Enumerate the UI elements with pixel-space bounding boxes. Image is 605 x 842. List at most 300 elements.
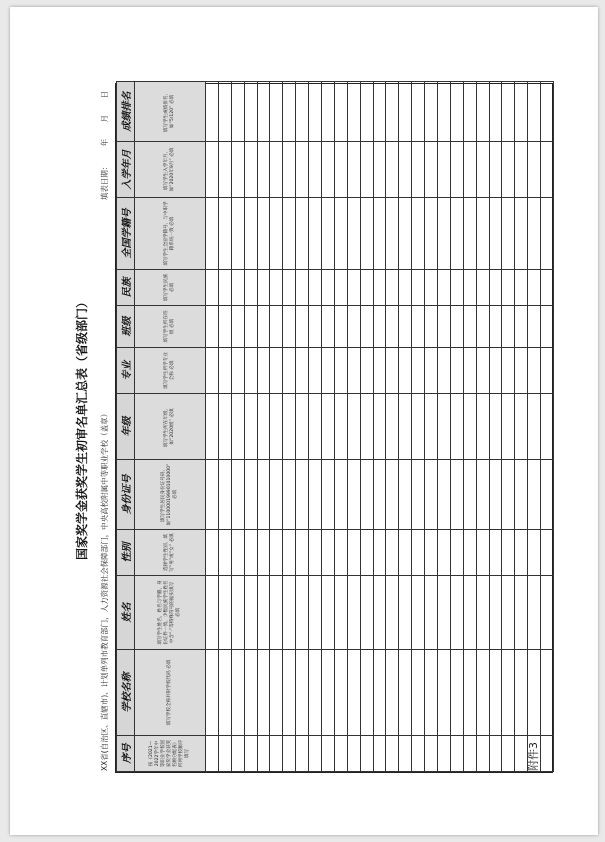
table-cell [206, 576, 219, 650]
table-cell [541, 306, 554, 348]
table-cell [541, 270, 554, 306]
table-cell [450, 530, 463, 576]
col-header-school: 学校名称 [117, 650, 135, 736]
table-row [309, 82, 322, 772]
table-cell [334, 576, 347, 650]
table-cell [231, 394, 244, 460]
table-cell [231, 576, 244, 650]
table-cell [476, 348, 489, 394]
table-cell [476, 736, 489, 772]
table-cell [541, 348, 554, 394]
table-cell [283, 198, 296, 270]
table-cell [386, 142, 399, 198]
table-row [541, 82, 554, 772]
table-row [296, 82, 309, 772]
table-cell [438, 270, 451, 306]
table-cell [502, 650, 515, 736]
table-cell [270, 650, 283, 736]
col-header-class: 班级 [117, 306, 135, 348]
table-cell [244, 394, 257, 460]
col-header-index: 序号 [117, 736, 135, 772]
table-cell [218, 198, 231, 270]
table-cell [206, 198, 219, 270]
table-cell [463, 82, 476, 142]
table-cell [373, 348, 386, 394]
table-cell [270, 394, 283, 460]
table-cell [386, 530, 399, 576]
table-cell [489, 530, 502, 576]
table-cell [502, 576, 515, 650]
table-cell [425, 198, 438, 270]
table-cell [399, 460, 412, 530]
table-cell [412, 530, 425, 576]
table-cell [528, 270, 541, 306]
table-cell [283, 530, 296, 576]
table-cell [334, 530, 347, 576]
table-cell [502, 736, 515, 772]
table-cell [528, 394, 541, 460]
table-cell [244, 460, 257, 530]
table-cell [476, 306, 489, 348]
table-cell [463, 198, 476, 270]
table-cell [218, 142, 231, 198]
table-cell [412, 460, 425, 530]
table-cell [515, 650, 528, 736]
table-cell [450, 82, 463, 142]
table-cell [218, 348, 231, 394]
note-grade: 填写学生所在年级，如“2020级” 必填 [135, 394, 206, 460]
table-cell [463, 460, 476, 530]
table-cell [322, 530, 335, 576]
table-cell [450, 460, 463, 530]
table-cell [257, 736, 270, 772]
table-cell [283, 82, 296, 142]
table-cell [270, 530, 283, 576]
table-cell [270, 306, 283, 348]
table-cell [283, 650, 296, 736]
table-cell [450, 394, 463, 460]
table-cell [347, 530, 360, 576]
table-cell [360, 736, 373, 772]
table-cell [347, 142, 360, 198]
table-cell [257, 198, 270, 270]
table-cell [476, 142, 489, 198]
table-cell [476, 270, 489, 306]
table-cell [399, 394, 412, 460]
table-cell [296, 576, 309, 650]
table-cell [373, 650, 386, 736]
table-cell [296, 530, 309, 576]
table-row [412, 82, 425, 772]
table-cell [347, 650, 360, 736]
table-cell [231, 348, 244, 394]
note-id-number: 填写学生居民身份证号码，如“110000199901010000” 必填 [135, 460, 206, 530]
table-row [476, 82, 489, 772]
table-cell [322, 198, 335, 270]
table-cell [438, 348, 451, 394]
table-cell [528, 650, 541, 736]
table-cell [386, 576, 399, 650]
table-cell [412, 270, 425, 306]
table-cell [425, 576, 438, 650]
table-cell [347, 198, 360, 270]
table-cell [270, 736, 283, 772]
table-cell [347, 576, 360, 650]
table-cell [347, 348, 360, 394]
table-cell [541, 460, 554, 530]
table-cell [386, 394, 399, 460]
table-cell [476, 530, 489, 576]
summary-table [115, 83, 553, 773]
table-cell [476, 394, 489, 460]
table-cell [450, 736, 463, 772]
table-cell [244, 576, 257, 650]
table-cell [322, 650, 335, 736]
table-cell [257, 530, 270, 576]
table-cell [244, 82, 257, 142]
note-major: 填写学生所学专业全称 必填 [135, 348, 206, 394]
table-cell [515, 198, 528, 270]
table-cell [244, 736, 257, 772]
table-cell [373, 270, 386, 306]
table-cell [347, 460, 360, 530]
table-cell [244, 270, 257, 306]
table-cell [322, 576, 335, 650]
table-cell [412, 306, 425, 348]
table-cell [386, 460, 399, 530]
table-cell [502, 394, 515, 460]
table-cell [438, 306, 451, 348]
table-cell [463, 576, 476, 650]
table-cell [218, 306, 231, 348]
table-cell [218, 270, 231, 306]
table-cell [502, 306, 515, 348]
annex-label: 附件3 [527, 742, 540, 771]
form-subtitle: XX省(自治区、直辖市)、计划单列市教育部门，人力资源社会保障部门，中央高校附属中等职业学校（盖章） [100, 409, 109, 771]
table-cell [399, 576, 412, 650]
table-cell [476, 650, 489, 736]
table-cell [373, 460, 386, 530]
table-cell [373, 736, 386, 772]
table-row [283, 82, 296, 772]
table-row [257, 82, 270, 772]
table-cell [425, 530, 438, 576]
table-cell [360, 530, 373, 576]
table-cell [450, 142, 463, 198]
table-cell [322, 394, 335, 460]
table-cell [218, 650, 231, 736]
table-cell [257, 82, 270, 142]
table-row [463, 82, 476, 772]
table-row [244, 82, 257, 772]
table-cell [257, 576, 270, 650]
form-title: 国家奖学金获奖学生初审名单汇总表（省级部门） [75, 296, 89, 561]
table-cell [296, 736, 309, 772]
table-cell [425, 650, 438, 736]
col-header-ethnicity: 民族 [117, 270, 135, 306]
col-header-enroll-date: 入学年月 [117, 142, 135, 198]
table-row [425, 82, 438, 772]
table-cell [502, 142, 515, 198]
table-cell [438, 530, 451, 576]
table-cell [412, 198, 425, 270]
table-cell [334, 460, 347, 530]
table-cell [296, 306, 309, 348]
table-cell [296, 460, 309, 530]
table-cell [463, 650, 476, 736]
table-cell [206, 460, 219, 530]
table-cell [334, 650, 347, 736]
table-cell [425, 142, 438, 198]
table-cell [334, 306, 347, 348]
table-cell [322, 736, 335, 772]
table-cell [425, 394, 438, 460]
table-cell [309, 270, 322, 306]
table-cell [270, 142, 283, 198]
table-cell [322, 306, 335, 348]
table-cell [244, 306, 257, 348]
table-cell [412, 650, 425, 736]
table-cell [283, 394, 296, 460]
table-cell [476, 82, 489, 142]
table-cell [528, 576, 541, 650]
table-cell [296, 394, 309, 460]
col-header-gender: 性别 [117, 530, 135, 576]
table-cell [218, 576, 231, 650]
table-cell [309, 650, 322, 736]
table-cell [322, 142, 335, 198]
table-cell [206, 650, 219, 736]
table-cell [489, 198, 502, 270]
note-student-number: 填写学生全国学籍号，与中职学籍系统一致 必填 [135, 198, 206, 270]
table-cell [502, 530, 515, 576]
table-cell [399, 530, 412, 576]
table-cell [283, 306, 296, 348]
table-row [360, 82, 373, 772]
table-cell [206, 348, 219, 394]
table-cell [450, 198, 463, 270]
table-cell [231, 530, 244, 576]
table-cell [515, 270, 528, 306]
table-cell [309, 142, 322, 198]
table-cell [334, 394, 347, 460]
table-cell [438, 198, 451, 270]
table-cell [425, 736, 438, 772]
table-cell [270, 82, 283, 142]
table-cell [489, 394, 502, 460]
table-cell [206, 82, 219, 142]
table-cell [463, 270, 476, 306]
table-cell [515, 82, 528, 142]
table-cell [386, 270, 399, 306]
table-cell [528, 142, 541, 198]
table-cell [489, 270, 502, 306]
table-row [528, 82, 541, 772]
table-cell [360, 198, 373, 270]
table-cell [515, 576, 528, 650]
table-cell [270, 460, 283, 530]
table-cell [528, 530, 541, 576]
table-cell [334, 736, 347, 772]
table-cell [438, 576, 451, 650]
col-header-name: 姓名 [117, 576, 135, 650]
table-cell [463, 394, 476, 460]
table-cell [425, 348, 438, 394]
table-cell [218, 394, 231, 460]
table-cell [438, 82, 451, 142]
table-cell [399, 270, 412, 306]
table-cell [438, 142, 451, 198]
table-cell [231, 198, 244, 270]
table-cell [373, 142, 386, 198]
table-cell [283, 142, 296, 198]
table-cell [399, 142, 412, 198]
table-cell [309, 306, 322, 348]
table-cell [309, 530, 322, 576]
table-cell [257, 650, 270, 736]
table-cell [257, 460, 270, 530]
table-cell [218, 460, 231, 530]
note-enroll-date: 填写学生入学年月，如“2020年9月” 必填 [135, 142, 206, 198]
table-cell [231, 270, 244, 306]
table-cell [322, 270, 335, 306]
header-row [117, 82, 135, 772]
table-cell [399, 650, 412, 736]
table-cell [322, 82, 335, 142]
table-cell [218, 82, 231, 142]
table-cell [463, 348, 476, 394]
table-cell [360, 306, 373, 348]
table-cell [541, 142, 554, 198]
table-row [270, 82, 283, 772]
table-cell [450, 576, 463, 650]
table-cell [283, 348, 296, 394]
table-cell [502, 270, 515, 306]
table-cell [231, 306, 244, 348]
table-cell [399, 82, 412, 142]
table-cell [360, 576, 373, 650]
table-cell [334, 270, 347, 306]
table-cell [373, 82, 386, 142]
table-cell [489, 736, 502, 772]
table-cell [334, 82, 347, 142]
table-cell [412, 142, 425, 198]
document-page [10, 7, 598, 835]
table-cell [257, 306, 270, 348]
table-cell [309, 82, 322, 142]
table-cell [309, 736, 322, 772]
note-gender: 选择学生性别，填写“男”或“女” 必填 [135, 530, 206, 576]
instruction-row [135, 82, 206, 772]
table-cell [463, 142, 476, 198]
table-cell [425, 82, 438, 142]
table-cell [425, 460, 438, 530]
table-cell [334, 142, 347, 198]
table-cell [231, 736, 244, 772]
table-cell [283, 460, 296, 530]
table-cell [347, 394, 360, 460]
table-cell [270, 576, 283, 650]
table-cell [438, 394, 451, 460]
table-cell [347, 306, 360, 348]
table-cell [528, 736, 541, 772]
table-cell [360, 142, 373, 198]
table-cell [244, 650, 257, 736]
table-cell [257, 394, 270, 460]
table-cell [309, 348, 322, 394]
table-cell [296, 198, 309, 270]
table-cell [476, 460, 489, 530]
table-cell [412, 82, 425, 142]
table-cell [438, 460, 451, 530]
table-cell [373, 306, 386, 348]
table-cell [386, 348, 399, 394]
table-cell [283, 270, 296, 306]
table-cell [528, 306, 541, 348]
table-cell [283, 736, 296, 772]
table-cell [515, 530, 528, 576]
table-cell [541, 82, 554, 142]
table-cell [206, 530, 219, 576]
table-cell [425, 306, 438, 348]
table-cell [373, 530, 386, 576]
table-cell [399, 306, 412, 348]
table-row [322, 82, 335, 772]
table-cell [386, 650, 399, 736]
table-cell [412, 348, 425, 394]
table-cell [425, 270, 438, 306]
table-cell [515, 460, 528, 530]
table-cell [334, 198, 347, 270]
table-cell [206, 736, 219, 772]
table-cell [206, 394, 219, 460]
table-cell [528, 348, 541, 394]
table-row [347, 82, 360, 772]
table-cell [476, 576, 489, 650]
table-cell [528, 82, 541, 142]
table-cell [244, 348, 257, 394]
table-cell [463, 306, 476, 348]
table-cell [257, 348, 270, 394]
table-cell [489, 142, 502, 198]
table-cell [283, 576, 296, 650]
table-cell [515, 306, 528, 348]
table-row [502, 82, 515, 772]
col-header-id-number: 身份证号 [117, 460, 135, 530]
table-cell [502, 460, 515, 530]
table-cell [296, 348, 309, 394]
table-row [386, 82, 399, 772]
table-cell [270, 270, 283, 306]
table-cell [412, 394, 425, 460]
table-cell [502, 198, 515, 270]
table-cell [438, 736, 451, 772]
table-cell [463, 736, 476, 772]
table-cell [334, 348, 347, 394]
table-cell [450, 348, 463, 394]
table-cell [476, 198, 489, 270]
table-cell [541, 576, 554, 650]
table-cell [515, 348, 528, 394]
table-row [450, 82, 463, 772]
table-cell [206, 270, 219, 306]
table-cell [489, 650, 502, 736]
table-cell [309, 576, 322, 650]
table-cell [360, 348, 373, 394]
table-row [218, 82, 231, 772]
table-row [231, 82, 244, 772]
col-header-major: 专业 [117, 348, 135, 394]
